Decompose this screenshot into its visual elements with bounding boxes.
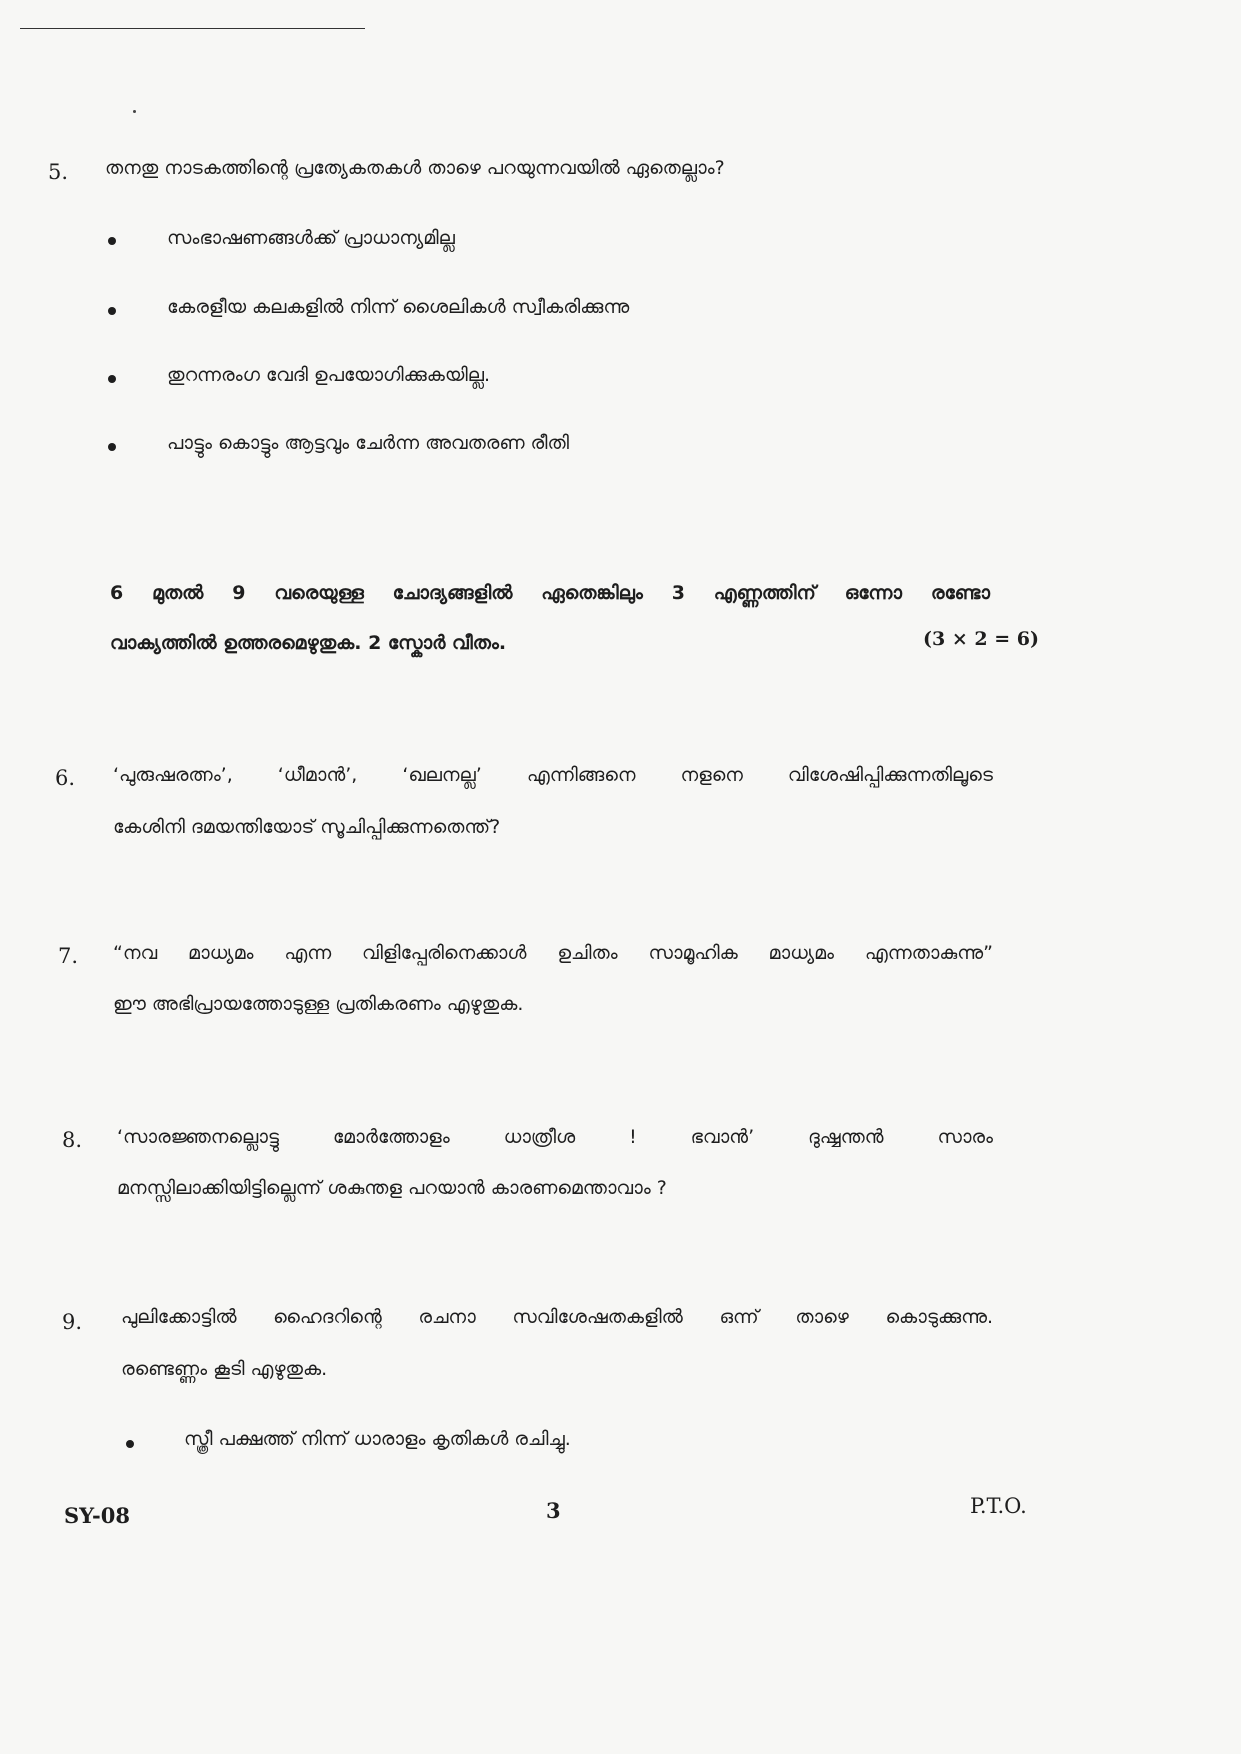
question-7-line-1: “നവ മാധ്യമം എന്ന വിളിപ്പേരിനെക്കാൾ ഉചിതം സാമൂഹിക മാധ്യമം എന്നതാകുന്നു”	[113, 942, 993, 964]
question-9-line-2: രണ്ടെണ്ണം കൂടി എഴുതുക.	[121, 1358, 328, 1380]
paper-code: SY-08	[64, 1503, 130, 1528]
question-8-line-2: മനസ്സിലാക്കിയിട്ടില്ലെന്ന് ശകുന്തള പറയാൻ കാരണമെന്താവാം ?	[117, 1177, 667, 1199]
bullet-icon	[108, 307, 116, 315]
bullet-icon	[126, 1440, 134, 1448]
question-5-option-4: പാട്ടും കൊട്ടും ആട്ടവും ചേർന്ന അവതരണ രീതി	[167, 432, 570, 454]
bullet-icon	[108, 237, 116, 245]
bullet-icon	[108, 443, 116, 451]
question-5-number: 5.	[48, 160, 69, 184]
scan-speck	[133, 110, 136, 113]
question-6-line-2: കേശിനി ദമയന്തിയോട് സൂചിപ്പിക്കുന്നതെന്ത്?	[113, 816, 501, 838]
question-9-number: 9.	[62, 1310, 83, 1334]
question-5-text: തനതു നാടകത്തിന്റെ പ്രത്യേകതകൾ താഴെ പറയുന്നവയിൽ ഏതെല്ലാം?	[105, 157, 725, 179]
question-8-number: 8.	[62, 1128, 83, 1152]
bullet-icon	[108, 375, 116, 383]
question-9-option-1: സ്ത്രീ പക്ഷത്ത് നിന്ന് ധാരാളം കൃതികൾ രചിച്ചു.	[184, 1428, 571, 1450]
question-5-option-1: സംഭാഷണങ്ങൾക്ക് പ്രാധാന്യമില്ല	[167, 227, 455, 249]
question-5-option-2: കേരളീയ കലകളിൽ നിന്ന് ശൈലികൾ സ്വീകരിക്കുന്നു	[167, 296, 630, 318]
instruction-line-2: വാക്യത്തിൽ ഉത്തരമെഴുതുക. 2 സ്കോർ വീതം.	[110, 632, 507, 654]
question-6-line-1: ‘പുരുഷരത്നം’, ‘ധീമാൻ’, ‘ഖലനല്ല’ എന്നിങ്ങനെ നളനെ വിശേഷിപ്പിക്കുന്നതിലൂടെ	[113, 764, 993, 786]
top-rule	[20, 28, 365, 29]
question-5-option-3: തുറന്നരംഗ വേദി ഉപയോഗിക്കുകയില്ല.	[167, 364, 490, 386]
question-6-number: 6.	[55, 766, 76, 790]
instruction-line-1: 6 മുതൽ 9 വരെയുള്ള ചോദ്യങ്ങളിൽ ഏതെങ്കിലും 3 എണ്ണത്തിന് ഒന്നോ രണ്ടോ	[110, 582, 990, 604]
marks-allocation: (3 × 2 = 6)	[923, 628, 1039, 650]
page-number: 3	[546, 1498, 561, 1523]
question-7-line-2: ഈ അഭിപ്രായത്തോടുള്ള പ്രതികരണം എഴുതുക.	[113, 993, 524, 1015]
question-9-line-1: പുലിക്കോട്ടിൽ ഹൈദറിന്റെ രചനാ സവിശേഷതകളിൽ ഒന്ന് താഴെ കൊടുക്കുന്നു.	[121, 1306, 993, 1328]
question-7-number: 7.	[58, 944, 79, 968]
please-turn-over: P.T.O.	[970, 1494, 1027, 1518]
question-8-line-1: ‘സാരജ്ഞനല്ലൊട്ടു മോർത്തോളം ധാത്രീശ ! ഭവാൻ’ ദുഷ്ഷന്തൻ സാരം	[117, 1126, 993, 1148]
